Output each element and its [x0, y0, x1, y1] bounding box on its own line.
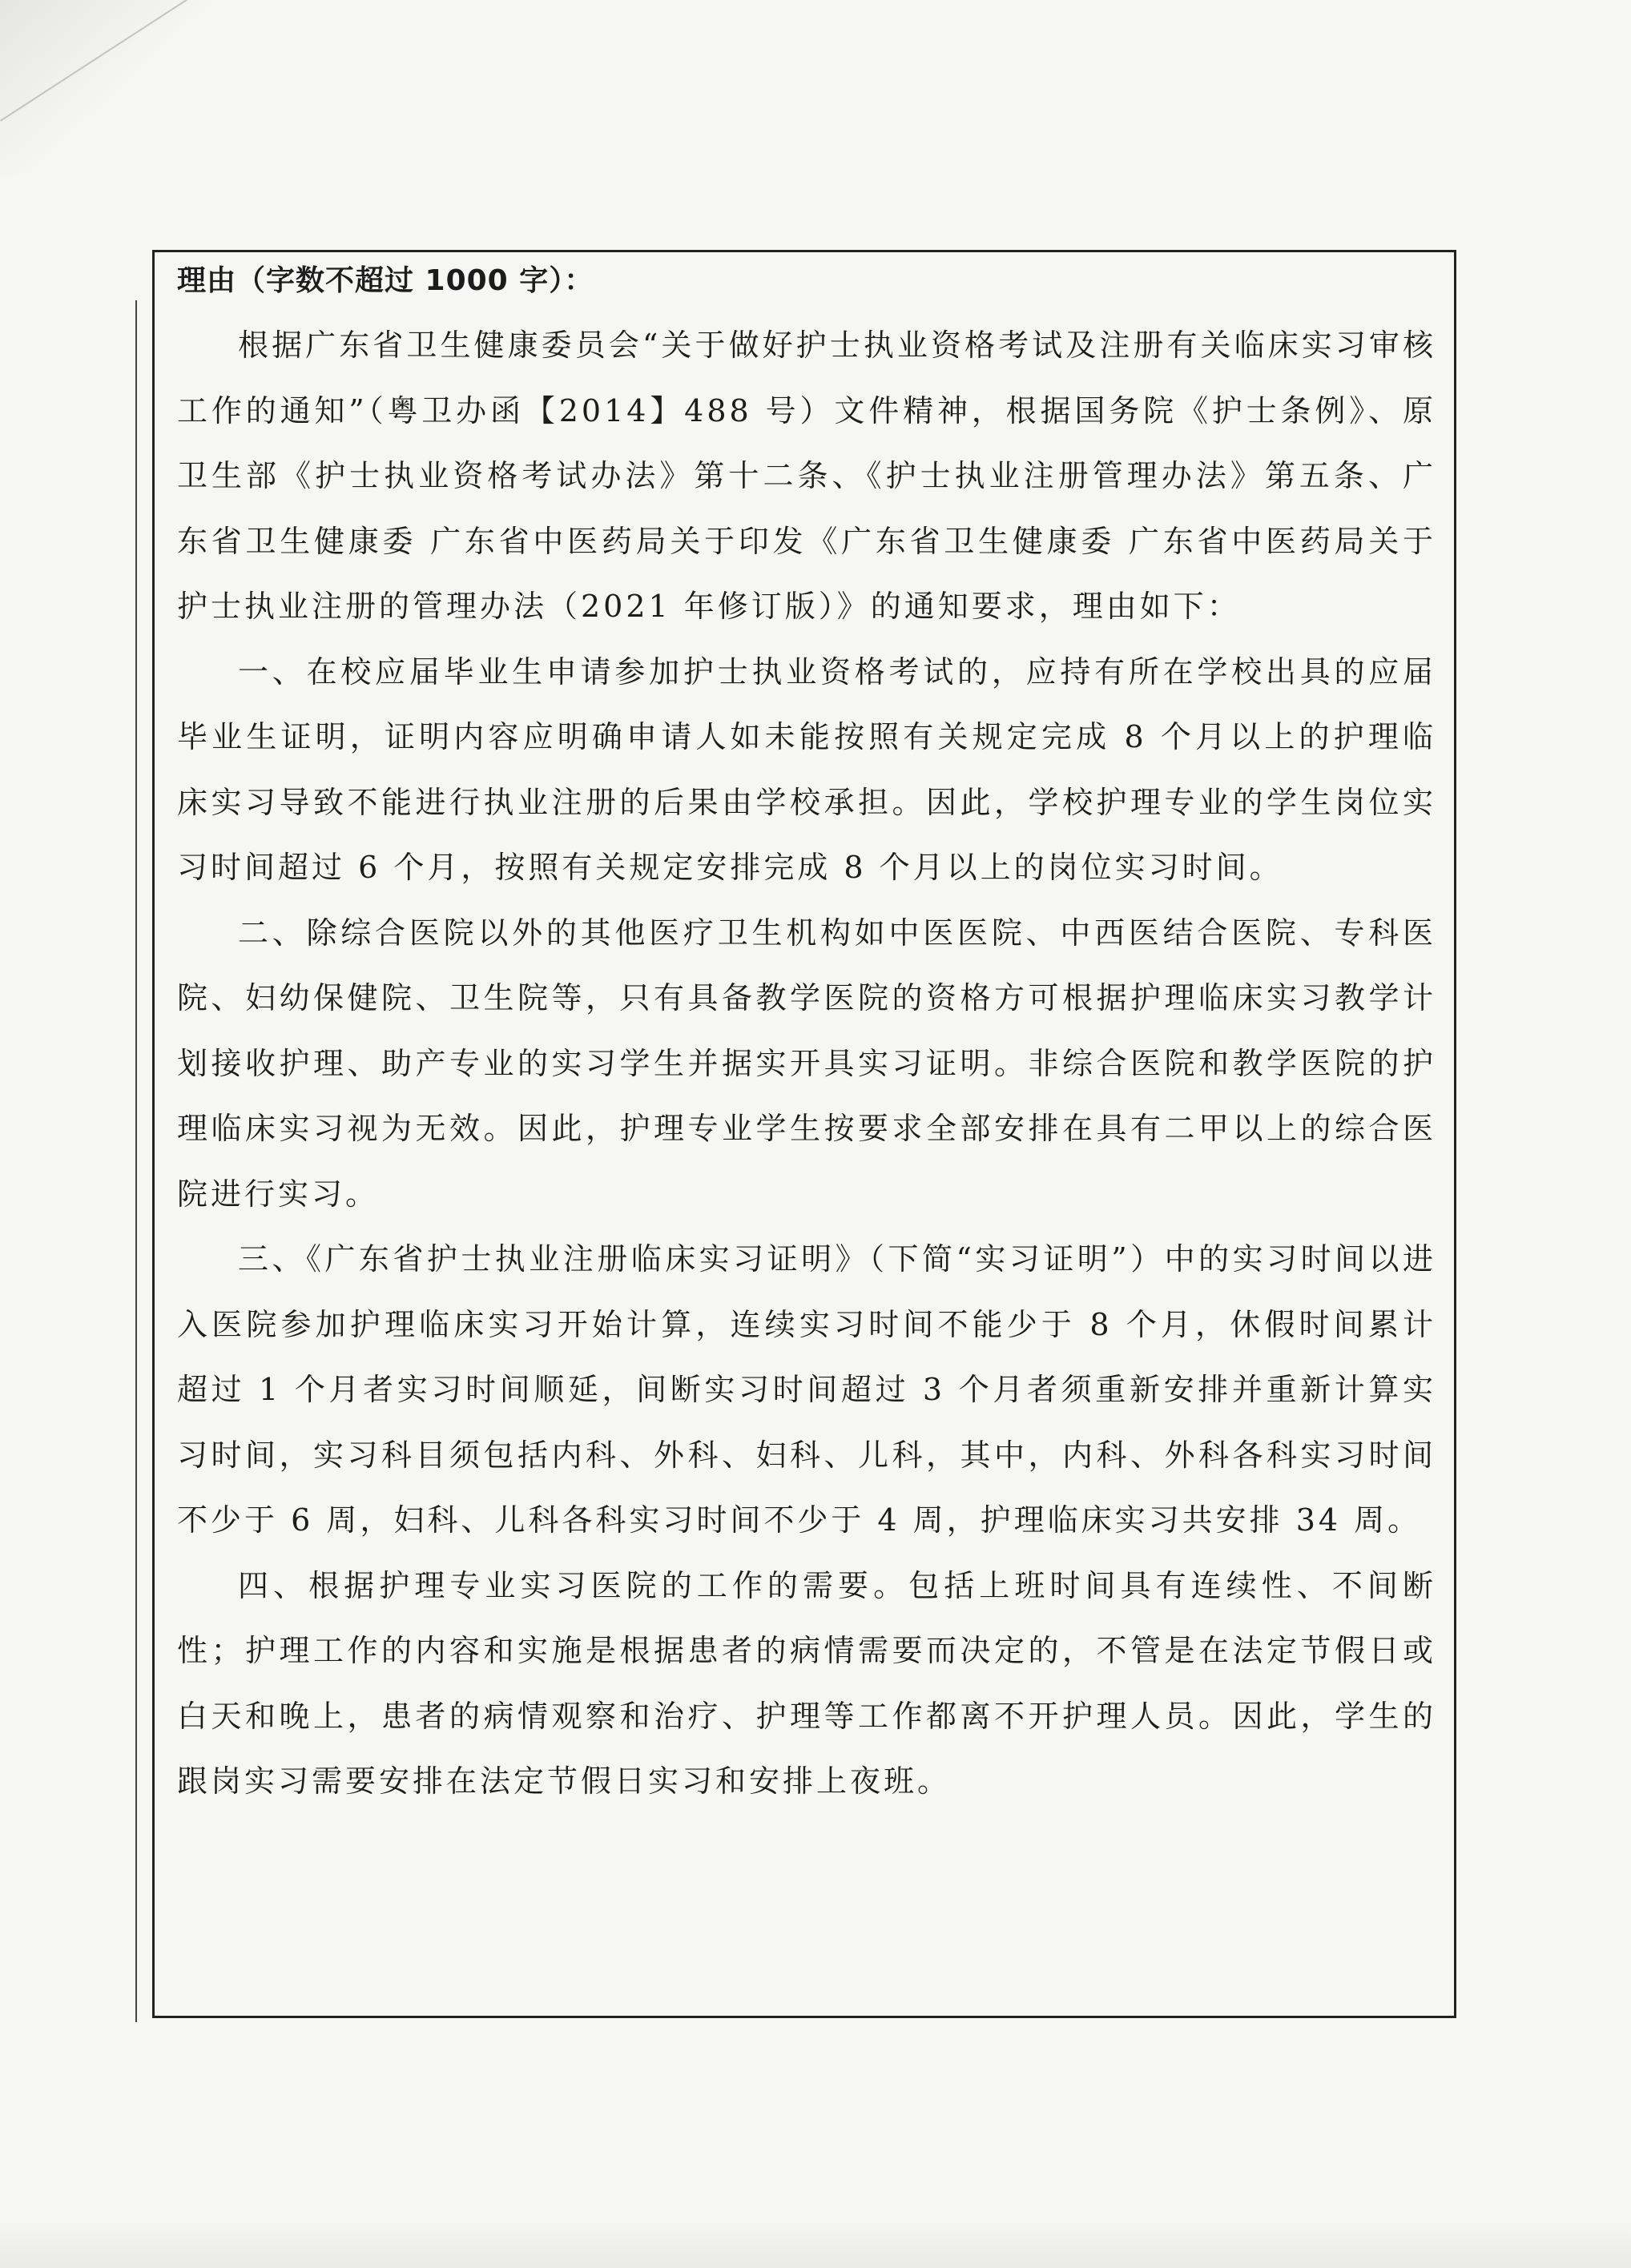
reason-form-box [152, 250, 1456, 2018]
page-corner-shadow [0, 0, 269, 179]
reason-paragraph-3: 三、《广东省护士执业注册临床实习证明》（下简“实习证明”）中的实习时间以进入医院参加护理临床实习开始计算，连续实习时间不能少于 8 个月，休假时间累计超过 1 个月者实习时间顺延，间断实习时间超过 3 个月者须重新安排并重新计算实习时间，实习科目须包括内科、外科、妇科、儿科，其中，内科、外科各科实习时间不少于 6 周，妇科、儿科各科实习时间不少于 4 周，护理临床实习共安排 34 周。 [177, 1241, 1436, 1538]
page-bottom-shade [0, 2220, 1631, 2268]
reason-paragraph-2: 二、除综合医院以外的其他医疗卫生机构如中医医院、中西医结合医院、专科医院、妇幼保健院、卫生院等，只有具备教学医院的资格方可根据护理临床实习教学计划接收护理、助产专业的实习学生并据实开具实习证明。非综合医院和教学医院的护理临床实习视为无效。因此，护理专业学生按要求全部安排在具有二甲以上的综合医院进行实习。 [177, 915, 1436, 1212]
reason-paragraph-4: 四、根据护理专业实习医院的工作的需要。包括上班时间具有连续性、不间断性；护理工作的内容和实施是根据患者的病情需要而决定的，不管是在法定节假日或白天和晚上，患者的病情观察和治疗、护理等工作都离不开护理人员。因此，学生的跟岗实习需要安排在法定节假日实习和安排上夜班。 [177, 1567, 1436, 1799]
reason-paragraph-intro: 根据广东省卫生健康委员会“关于做好护士执业资格考试及注册有关临床实习审核工作的通知”（粤卫办函【2014】488 号）文件精神，根据国务院《护士条例》、原卫生部《护士执业资格考试办法》第十二条、《护士执业注册管理办法》第五条、广东省卫生健康委 广东省中医药局关于印发《广东省卫生健康委 广东省中医药局关于护士执业注册的管理办法（2021 年修订版）》的通知要求，理由如下： [177, 328, 1436, 624]
reason-paragraph-1: 一、在校应届毕业生申请参加护士执业资格考试的，应持有所在学校出具的应届毕业生证明，证明内容应明确申请人如未能按照有关规定完成 8 个月以上的护理临床实习导致不能进行执业注册的后果由学校承担。因此，学校护理专业的学生岗位实习时间超过 6 个月，按照有关规定安排完成 8 个月以上的岗位实习时间。 [177, 653, 1436, 885]
reason-content [177, 257, 1436, 1815]
reason-label: 理由（字数不超过 1000 字）： [177, 264, 594, 297]
